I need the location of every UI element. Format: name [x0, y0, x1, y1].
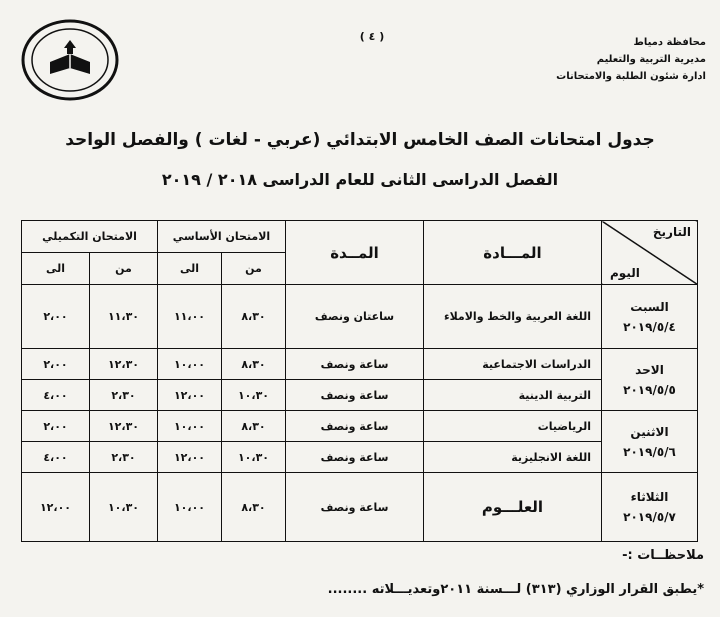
day-cell: الاحد ٢٠١٩/٥/٥ [602, 349, 698, 411]
supp-from-cell: ١٢،٣٠ [90, 411, 158, 442]
schedule-subtitle: الفصل الدراسى الثانى للعام الدراسى ٢٠١٨ / ٢٠١٩ [161, 170, 559, 189]
governorate-line: محافظة دمياط [633, 37, 706, 48]
main-to-cell: ١٠،٠٠ [158, 411, 222, 442]
supp-to-cell: ٢،٠٠ [22, 285, 90, 349]
main-to-cell: ١٠،٠٠ [158, 473, 222, 542]
duration-cell: ساعة ونصف [286, 380, 424, 411]
table-row [22, 473, 698, 542]
subject-cell: الرياضيات [424, 411, 602, 442]
subject-header: المـــادة [424, 221, 602, 285]
table-row [22, 411, 698, 442]
main-from-cell: ٨،٣٠ [222, 285, 286, 349]
duration-cell: ساعة ونصف [286, 473, 424, 542]
main-to-cell: ١٢،٠٠ [158, 380, 222, 411]
supp-from-cell: ١١،٣٠ [90, 285, 158, 349]
subject-cell: العلـــوم [424, 473, 602, 542]
subject-cell: اللغة العربية والخط والاملاء [424, 285, 602, 349]
date-header: التاريخ [652, 225, 691, 239]
table-row [22, 442, 698, 473]
main-exam-header: الامتحان الأساسي [158, 221, 286, 253]
subject-cell: الدراسات الاجتماعية [424, 349, 602, 380]
supp-from-cell: ١٢،٣٠ [90, 349, 158, 380]
day-cell: السبت ٢٠١٩/٥/٤ [602, 285, 698, 349]
supp-exam-header: الامتحان التكميلي [22, 221, 158, 253]
supp-to-cell: ٢،٠٠ [22, 411, 90, 442]
supp-to-cell: ٤،٠٠ [22, 442, 90, 473]
table-row [22, 349, 698, 380]
department-line: ادارة شئون الطلبة والامتحانات [556, 71, 706, 82]
directorate-header [466, 34, 706, 85]
main-to-header: الى [158, 253, 222, 285]
supp-from-header: من [90, 253, 158, 285]
duration-cell: ساعة ونصف [286, 411, 424, 442]
subject-cell: التربية الدينية [424, 380, 602, 411]
main-from-cell: ١٠،٣٠ [222, 442, 286, 473]
directorate-line: مديرية التربية والتعليم [596, 54, 706, 65]
duration-cell: ساعة ونصف [286, 349, 424, 380]
main-from-header: من [222, 253, 286, 285]
main-to-cell: ١٠،٠٠ [158, 349, 222, 380]
main-from-cell: ١٠،٣٠ [222, 380, 286, 411]
day-header: اليوم [610, 266, 640, 280]
main-from-cell: ٨،٣٠ [222, 473, 286, 542]
subject-cell: اللغة الانجليزية [424, 442, 602, 473]
duration-header: المــدة [286, 221, 424, 285]
main-from-cell: ٨،٣٠ [222, 349, 286, 380]
main-from-cell: ٨،٣٠ [222, 411, 286, 442]
day-cell: الاثنين ٢٠١٩/٥/٦ [602, 411, 698, 473]
supp-from-cell: ٢،٣٠ [90, 442, 158, 473]
duration-cell: ساعة ونصف [286, 442, 424, 473]
notes-label: ملاحظــات :- [622, 548, 704, 563]
note-line: *يطبق القرار الوزاري (٣١٣) لـــسنة ٢٠١١وتعديـــلاته ........ [327, 582, 704, 597]
supp-from-cell: ١٠،٣٠ [90, 473, 158, 542]
supp-to-cell: ١٢،٠٠ [22, 473, 90, 542]
supp-to-cell: ٤،٠٠ [22, 380, 90, 411]
page-number: ( ٤ ) [359, 30, 385, 43]
main-to-cell: ١١،٠٠ [158, 285, 222, 349]
duration-cell: ساعتان ونصف [286, 285, 424, 349]
table-row [22, 380, 698, 411]
supp-from-cell: ٢،٣٠ [90, 380, 158, 411]
ministry-logo-icon [20, 18, 120, 102]
day-cell: الثلاثاء ٢٠١٩/٥/٧ [602, 473, 698, 542]
schedule-title: جدول امتحانات الصف الخامس الابتدائي (عربي - لغات ) والفصل الواحد [65, 130, 655, 150]
exam-schedule-table [21, 220, 698, 542]
main-to-cell: ١٢،٠٠ [158, 442, 222, 473]
supp-to-cell: ٢،٠٠ [22, 349, 90, 380]
date-day-header [602, 221, 698, 285]
supp-to-header: الى [22, 253, 90, 285]
table-row [22, 285, 698, 349]
